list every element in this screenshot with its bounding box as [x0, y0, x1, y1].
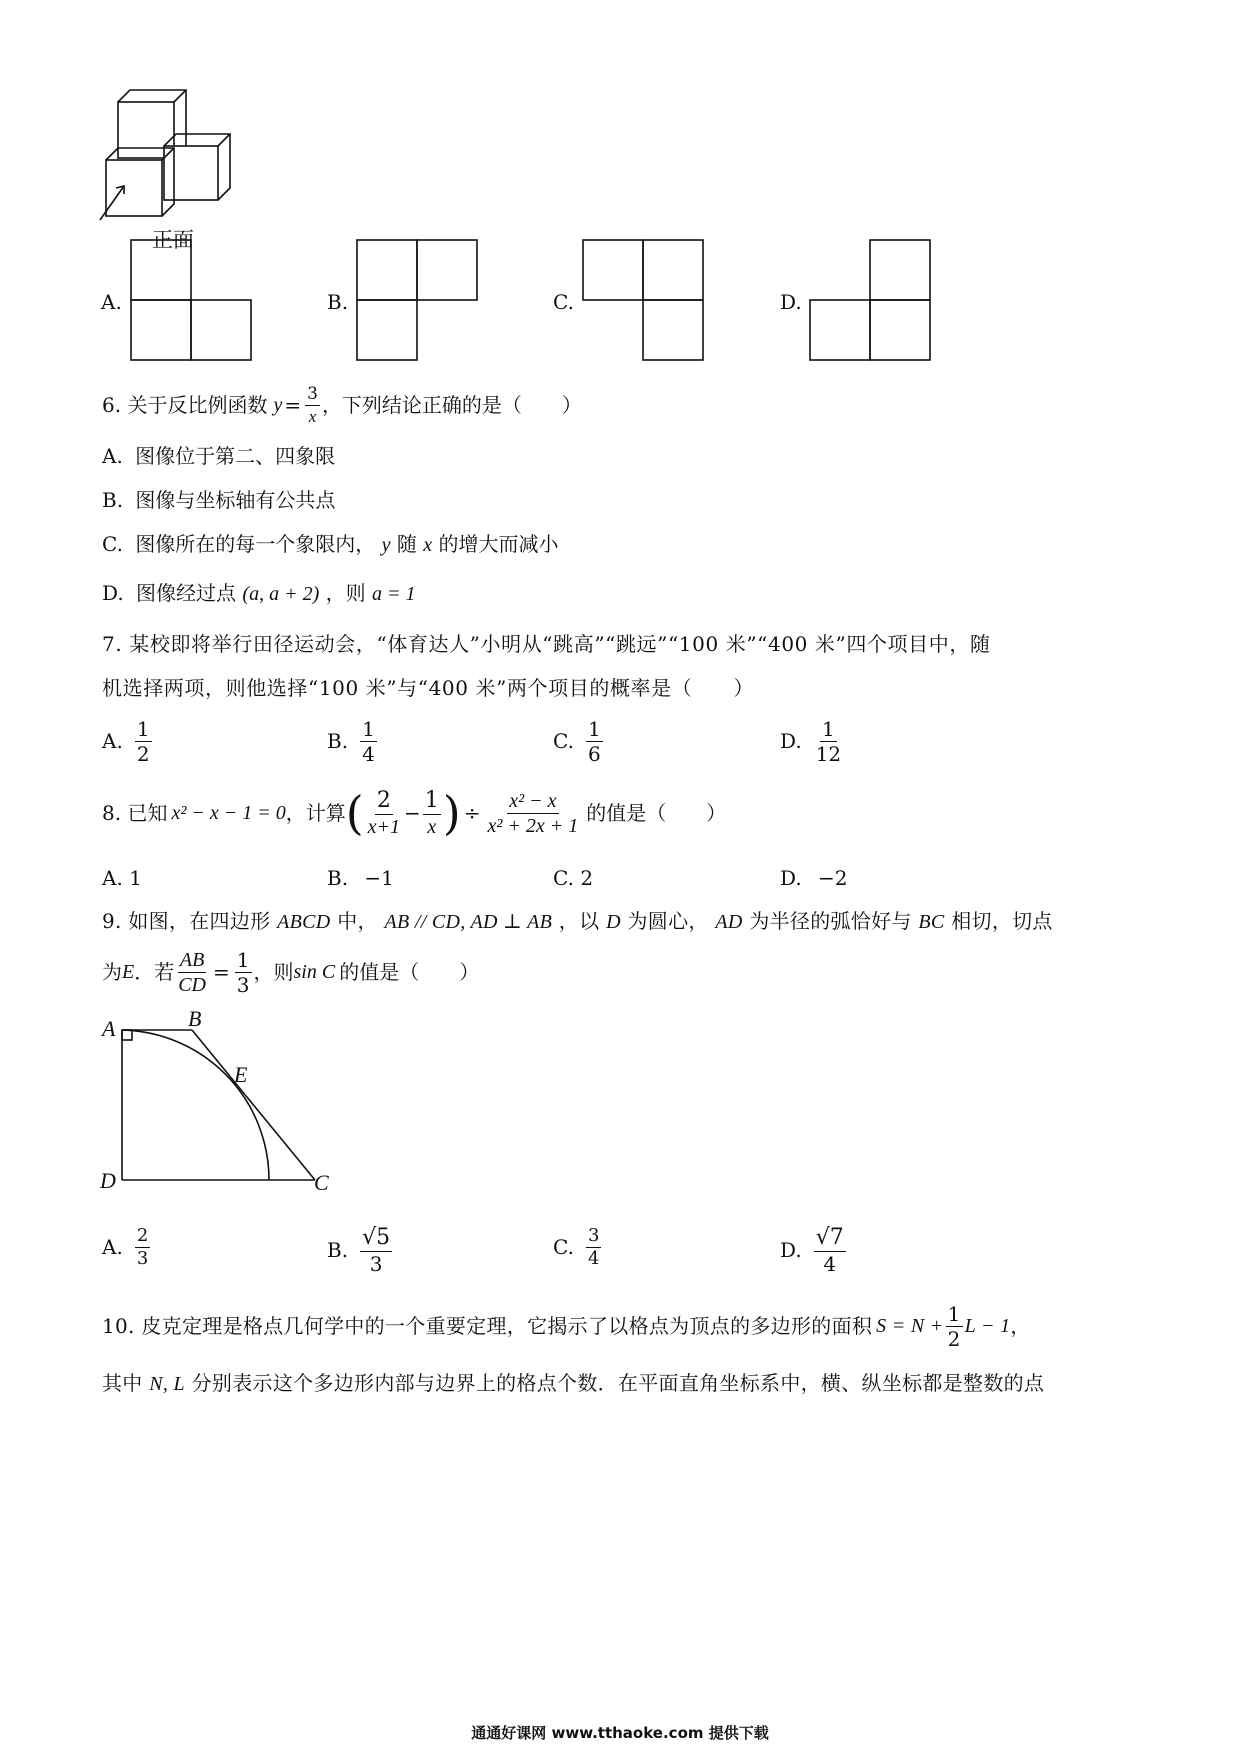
q9-line2-b: ．若: [134, 960, 175, 984]
q8-condition: x² − x − 1 = 0: [171, 802, 286, 824]
q8-right-paren: ): [442, 786, 461, 840]
q5-option-a-view: [131, 240, 253, 362]
q9-option-c-num: 3: [587, 1224, 600, 1246]
q6-func-eq: =: [284, 393, 302, 417]
q5-option-d-view: [810, 240, 932, 362]
q8-div: ÷: [463, 801, 481, 825]
q9-line1-e: 为半径的弧恰好与: [749, 909, 912, 933]
q6-option-b-text: 图像与坐标轴有公共点: [135, 488, 336, 512]
q8-option-a-value: 1: [129, 866, 142, 890]
q9-option-b[interactable]: [327, 1222, 394, 1278]
q9-option-b-den: 3: [369, 1251, 383, 1276]
q7-line-1: 7. 某校即将举行田径运动会，“体育达人”小明从“跳高”“跳远”“100 米”“400 米”四个项目中，随: [102, 632, 991, 656]
q9-ratio-eq: =: [213, 960, 230, 984]
q9-option-c-fraction: [586, 1224, 601, 1269]
q9-line1-b: 中，: [337, 909, 378, 933]
q9-option-d-fraction: [814, 1224, 846, 1276]
q9-option-a-label: A.: [102, 1235, 123, 1259]
q8-fraction-1: [366, 787, 402, 838]
q6-option-d-label: D.: [102, 581, 124, 605]
q6-option-b[interactable]: [102, 490, 335, 510]
q10-line1-b: ，: [1010, 1314, 1031, 1338]
q9-option-a[interactable]: [102, 1222, 152, 1272]
q8-option-a-label: A.: [102, 866, 123, 890]
q8-suffix: 的值是（ ）: [586, 801, 727, 825]
q9-line2-c: ，则: [253, 960, 294, 984]
q7-option-b-label: B.: [327, 729, 349, 753]
q9-radius: AD: [715, 911, 743, 933]
q9-ratio-num: AB: [179, 948, 205, 971]
q8-f2-den: x: [427, 815, 437, 838]
q6-option-d-point: (a, a + 2): [242, 583, 320, 605]
q7-option-c-den: 6: [587, 741, 601, 766]
q9-ratio-value: [235, 947, 252, 997]
q7-option-d-label: D.: [780, 729, 802, 753]
q9-point-e: E: [122, 961, 135, 983]
q9-line-2: [102, 944, 479, 1000]
q9-center: D: [606, 911, 621, 933]
q7-option-c-label: C.: [553, 729, 574, 753]
q9-fig-label-e: E: [234, 1062, 248, 1087]
q7-option-a-den: 2: [136, 741, 150, 766]
q9-fig-label-c: C: [314, 1170, 329, 1195]
q7-option-c-fraction: [586, 716, 603, 766]
q9-ratio-den: CD: [178, 973, 207, 996]
q10-line1-a: 10. 皮克定理是格点几何学中的一个重要定理，它揭示了以格点为顶点的多边形的面积: [102, 1314, 873, 1338]
q8-option-d[interactable]: [780, 868, 848, 888]
q8-fraction-3: [486, 791, 581, 836]
q7-option-a-num: 1: [136, 716, 150, 741]
q7-option-a-fraction: [135, 716, 152, 766]
q8-option-d-value: −2: [818, 866, 848, 890]
q6-option-a-label: A.: [102, 444, 123, 468]
q9-option-b-fraction: [360, 1224, 392, 1276]
q9-option-a-fraction: [135, 1224, 150, 1269]
q9-option-b-num: √5: [362, 1224, 391, 1250]
q9-option-b-label: B.: [327, 1238, 349, 1262]
q6-func-num: 3: [307, 383, 318, 404]
q9-option-a-den: 3: [136, 1247, 149, 1269]
q9-cond: AB // CD, AD ⊥ AB: [384, 911, 553, 933]
q8-option-a[interactable]: [102, 868, 142, 888]
q6-option-c-text-2: 随: [396, 532, 417, 556]
q7-option-b[interactable]: [327, 716, 379, 766]
q8-stem: [102, 783, 726, 843]
q7-option-b-den: 4: [362, 741, 375, 766]
q8-option-b[interactable]: [327, 868, 394, 888]
front-label: 正面: [152, 228, 194, 252]
q8-minus: −: [404, 801, 421, 825]
q8-option-c-label: C.: [553, 866, 574, 890]
q6-option-c-var-y: y: [381, 534, 391, 556]
q5-option-d-label[interactable]: D.: [780, 290, 802, 314]
q7-line-2: 机选择两项，则他选择“100 米”与“400 米”两个项目的概率是（ ）: [102, 676, 755, 700]
q8-option-b-label: B.: [327, 866, 349, 890]
q10-formula-num: 1: [947, 1301, 961, 1326]
q6-func-fraction: [305, 383, 320, 426]
q5-option-a-label[interactable]: A.: [101, 290, 122, 314]
q7-option-b-fraction: [360, 716, 377, 766]
q6-stem-suffix: ，下列结论正确的是（ ）: [321, 393, 582, 417]
q6-option-a-text: 图像位于第二、四象限: [135, 444, 336, 468]
q9-line2-a: 为: [102, 960, 122, 984]
q8-option-d-label: D.: [780, 866, 802, 890]
q6-option-c-label: C.: [102, 532, 123, 556]
q8-left-paren: (: [345, 786, 364, 840]
q9-tangent: BC: [918, 911, 945, 933]
q9-geometry-figure: [100, 1006, 340, 1200]
q9-target: sin C: [293, 961, 336, 983]
q9-line1-a: 9. 如图，在四边形: [102, 909, 271, 933]
q5-option-c-label[interactable]: C.: [553, 290, 574, 314]
q9-fig-label-b: B: [188, 1006, 202, 1031]
q5-option-c-view: [583, 240, 705, 362]
q6-option-c-text-1: 图像所在的每一个象限内，: [135, 532, 376, 556]
q6-option-a[interactable]: [102, 446, 335, 466]
q5-option-b-view: [357, 240, 479, 362]
q6-option-d-text-2: ，则: [325, 581, 366, 605]
q9-line1-c: ，以: [558, 909, 600, 933]
q6-stem: [102, 383, 582, 427]
q10-line2-a: 其中: [102, 1371, 143, 1395]
q8-mid: ，计算: [285, 801, 346, 825]
q6-option-d-result: a = 1: [371, 583, 416, 605]
q10-formula-den: 2: [947, 1326, 961, 1351]
q8-option-b-value: −1: [364, 866, 394, 890]
q7-option-d-den: 12: [815, 741, 842, 766]
q6-option-c-text-3: 的增大而减小: [438, 532, 559, 556]
q9-line1-f: 相切，切点: [951, 909, 1053, 933]
q8-prefix: 8. 已知: [102, 801, 168, 825]
q7-option-d-fraction: [814, 716, 843, 766]
q8-f3-num: x² − x: [509, 789, 557, 812]
q8-f1-num: 2: [376, 787, 391, 813]
q9-option-d-den: 4: [823, 1251, 837, 1276]
q9-line1-d: 为圆心，: [627, 909, 709, 933]
q6-func-den: x: [308, 406, 317, 426]
q8-option-c[interactable]: [553, 868, 593, 888]
q8-fraction-2: [423, 787, 441, 838]
q8-f3-den: x² + 2x + 1: [487, 814, 579, 837]
q7-option-d[interactable]: [780, 716, 845, 766]
q8-f2-num: 1: [424, 787, 439, 813]
q9-option-c-label: C.: [553, 1235, 574, 1259]
q9-line-1: [102, 911, 1053, 932]
q6-option-b-label: B.: [102, 488, 124, 512]
q6-option-c-var-x: x: [423, 534, 433, 556]
q10-line-1: [102, 1298, 1031, 1354]
q9-option-c[interactable]: [553, 1222, 603, 1272]
q10-vars: N, L: [149, 1373, 185, 1395]
q10-formula-b: L − 1: [964, 1315, 1011, 1337]
q9-option-d[interactable]: [780, 1222, 848, 1278]
q9-line2-d: 的值是（ ）: [339, 960, 480, 984]
q7-option-c[interactable]: [553, 716, 605, 766]
q9-quad: ABCD: [277, 911, 331, 933]
q7-option-a-label: A.: [102, 729, 123, 753]
q7-option-d-num: 1: [822, 716, 835, 741]
q9-ratio-val-den: 3: [236, 972, 250, 997]
q5-option-b-label[interactable]: B.: [327, 290, 349, 314]
q6-option-d[interactable]: [102, 583, 415, 604]
q9-option-d-label: D.: [780, 1238, 802, 1262]
q7-option-a[interactable]: [102, 716, 154, 766]
q9-option-c-den: 4: [587, 1247, 600, 1269]
q9-option-a-num: 2: [136, 1224, 149, 1246]
q7-option-c-num: 1: [587, 716, 601, 741]
q6-stem-prefix: 6. 关于反比例函数: [102, 393, 268, 417]
q9-ratio-fraction: [176, 950, 208, 995]
q9-ratio-val-num: 1: [236, 947, 250, 972]
q6-option-d-text-1: 图像经过点: [136, 581, 237, 605]
q7-option-b-num: 1: [362, 716, 375, 741]
page-footer: 通通好课网 www.tthaoke.com 提供下载: [471, 1724, 769, 1742]
q9-option-d-num: √7: [815, 1224, 844, 1250]
q10-line2-b: 分别表示这个多边形内部与边界上的格点个数．在平面直角坐标系中，横、纵坐标都是整数的点: [191, 1371, 1045, 1395]
q9-fig-label-a: A: [102, 1016, 116, 1041]
cube-stack-figure: [100, 90, 260, 240]
q6-func-y: y: [273, 394, 283, 416]
q10-formula-fraction: [946, 1301, 963, 1351]
q9-fig-label-d: D: [100, 1168, 116, 1193]
q10-line-2: [102, 1373, 1044, 1394]
q6-option-c[interactable]: [102, 534, 559, 555]
q8-option-c-value: 2: [580, 866, 594, 890]
q8-f1-den: x+1: [367, 815, 401, 838]
q10-formula-a: S = N +: [876, 1315, 944, 1337]
